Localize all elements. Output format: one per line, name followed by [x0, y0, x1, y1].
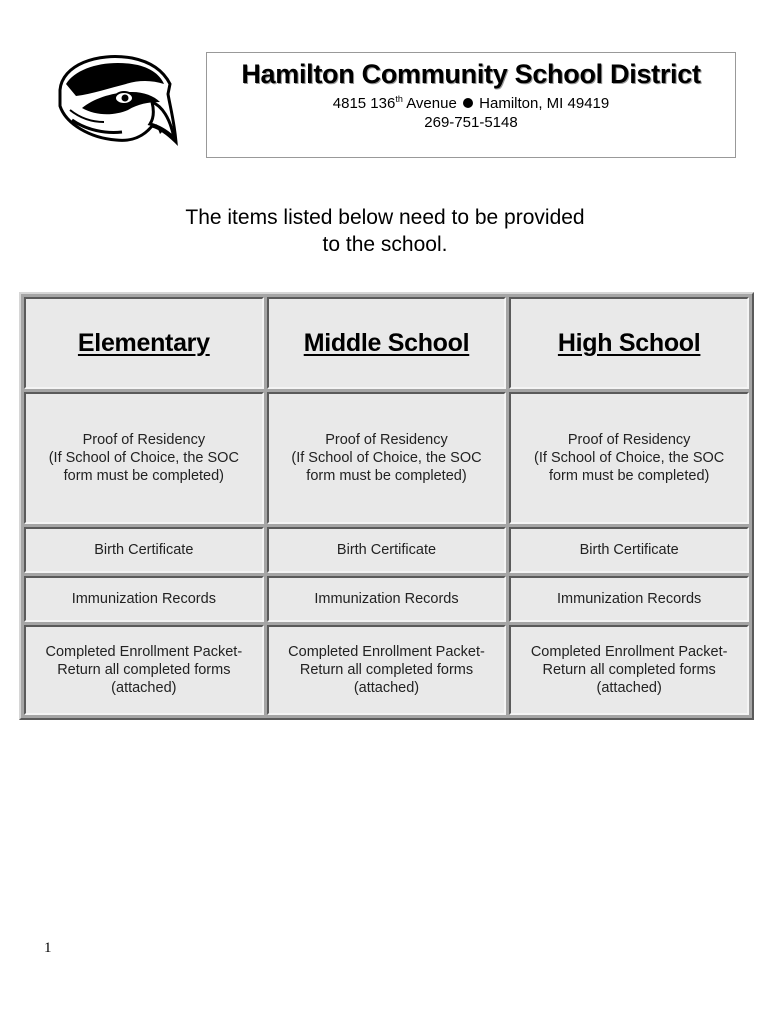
- table-cell: Immunization Records: [24, 576, 264, 622]
- table-row: [24, 625, 749, 715]
- cell-line: Return all completed forms: [57, 662, 231, 678]
- table-row: [24, 527, 749, 573]
- cell-line: Proof of Residency: [567, 432, 691, 448]
- intro-line-2: to the school.: [322, 233, 448, 256]
- table-cell: [509, 625, 749, 715]
- column-header-middle-school: Middle School: [267, 297, 507, 389]
- cell-line: Proof of Residency: [325, 432, 448, 448]
- cell-line: form must be completed): [548, 468, 710, 484]
- table-cell: Immunization Records: [267, 576, 507, 622]
- table-cell: [509, 392, 749, 524]
- table-cell: Birth Certificate: [509, 527, 749, 573]
- cell-line: Return all completed forms: [299, 662, 474, 678]
- table-row: [24, 576, 749, 622]
- district-address: [207, 94, 735, 112]
- cell-line: (attached): [353, 680, 420, 696]
- hawk-head-icon: [52, 50, 182, 160]
- cell-line: Return all completed forms: [542, 662, 716, 678]
- requirements-table: [19, 292, 754, 720]
- intro-line-1: The items listed below need to be provided: [185, 206, 585, 229]
- table-cell: [24, 625, 264, 715]
- cell-line: (attached): [596, 680, 662, 696]
- bullet-icon: [463, 98, 473, 108]
- cell-line: Completed Enrollment Packet-: [530, 644, 728, 660]
- table-cell: Birth Certificate: [24, 527, 264, 573]
- address-number: 4815 136: [332, 95, 396, 112]
- hawk-logo: [52, 50, 182, 160]
- table-cell: Immunization Records: [509, 576, 749, 622]
- table-cell: [267, 625, 507, 715]
- page-number: 1: [44, 940, 52, 956]
- address-superscript: th: [395, 94, 403, 104]
- cell-line: (attached): [111, 680, 177, 696]
- cell-line: Proof of Residency: [82, 432, 206, 448]
- cell-line: Completed Enrollment Packet-: [288, 644, 485, 660]
- address-city: Hamilton, MI 49419: [479, 95, 610, 112]
- table-header-row: [24, 297, 749, 389]
- column-header-high-school: High School: [509, 297, 749, 389]
- cell-line: (If School of Choice, the SOC: [291, 450, 482, 466]
- district-phone: 269-751-5148: [424, 114, 518, 131]
- cell-line: (If School of Choice, the SOC: [48, 450, 239, 466]
- table-cell: [24, 392, 264, 524]
- cell-line: Completed Enrollment Packet-: [45, 644, 243, 660]
- table-row: [24, 392, 749, 524]
- cell-line: form must be completed): [63, 468, 225, 484]
- district-header: [206, 52, 736, 158]
- intro-text: [100, 204, 670, 258]
- column-header-elementary: Elementary: [24, 297, 264, 389]
- cell-line: form must be completed): [306, 468, 467, 484]
- table-cell: Birth Certificate: [267, 527, 507, 573]
- address-street: Avenue: [406, 95, 457, 112]
- district-title: Hamilton Community School District: [241, 59, 701, 89]
- cell-line: (If School of Choice, the SOC: [534, 450, 725, 466]
- table-cell: [267, 392, 507, 524]
